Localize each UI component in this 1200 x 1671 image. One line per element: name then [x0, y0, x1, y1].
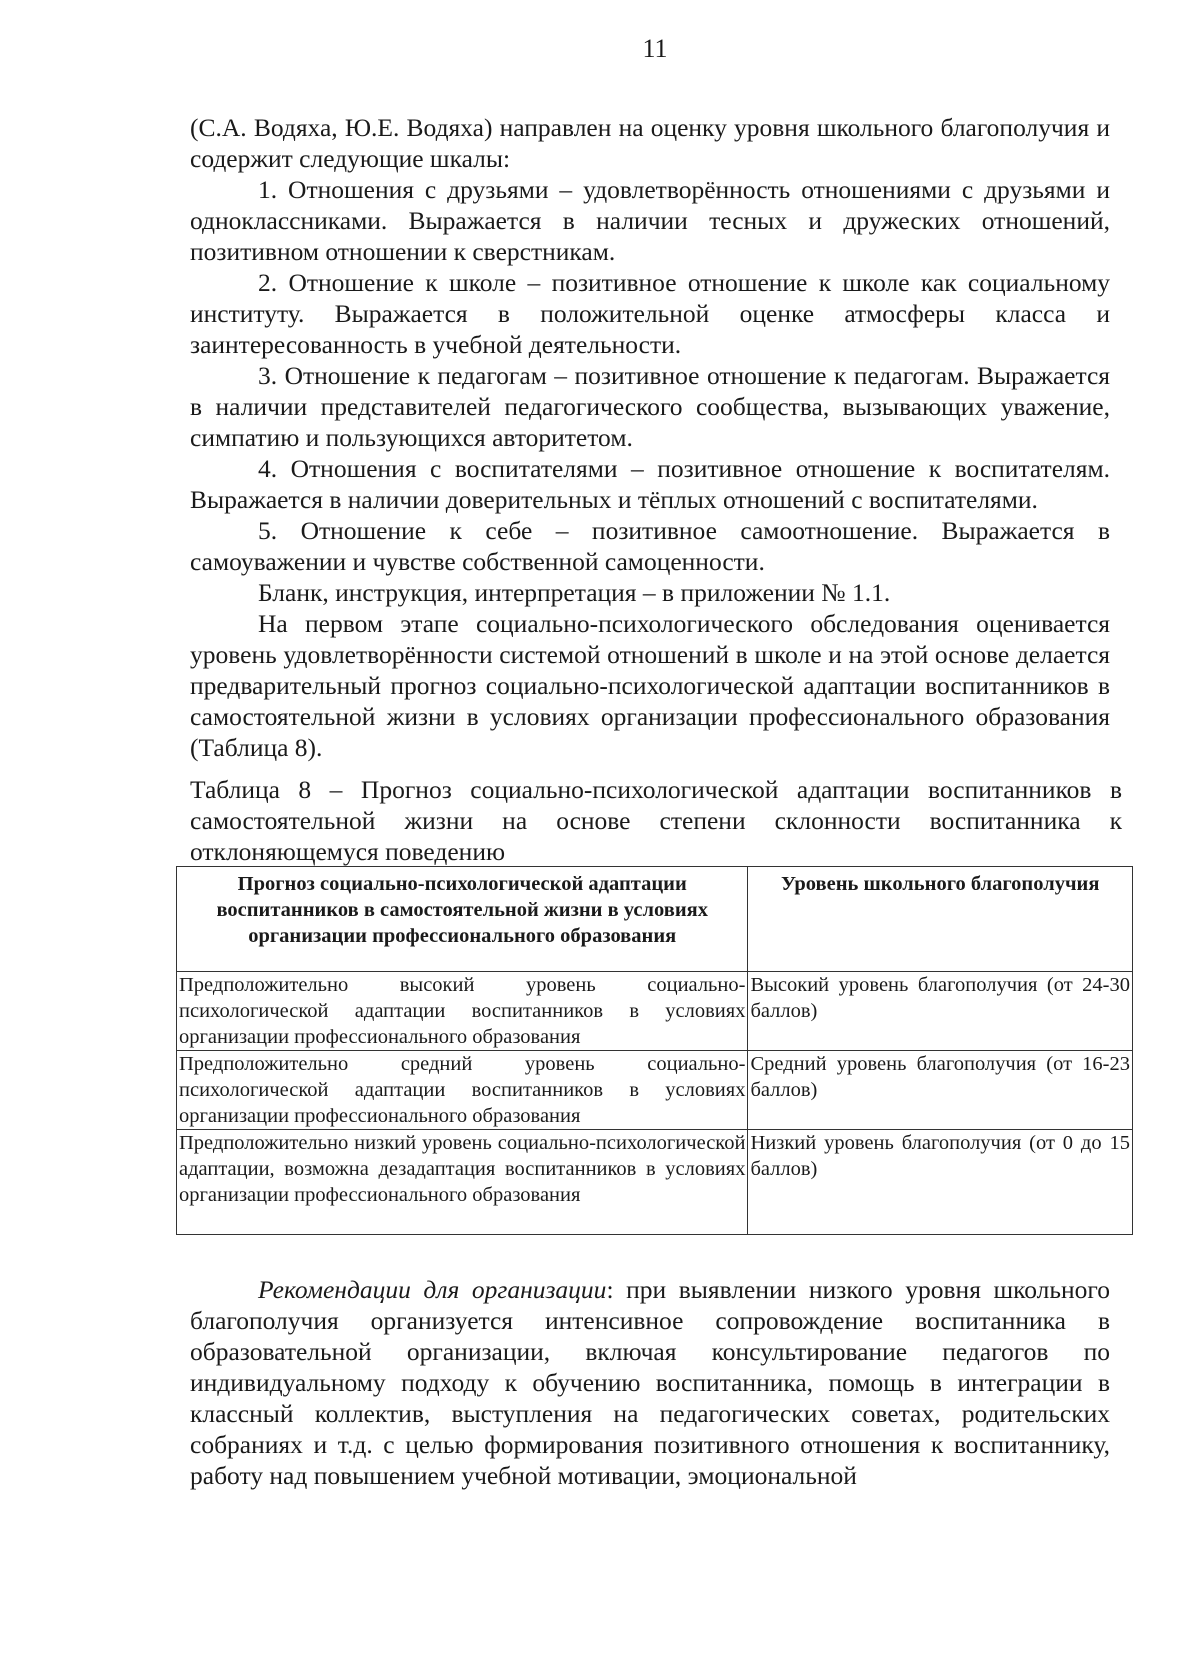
table-caption: Таблица 8 – Прогноз социально-психологической адаптации воспитанников в самостоятельной жизни на основе степени склонности воспитанника к отклоняющемуся поведению: [190, 775, 1122, 866]
cell-forecast: Предположительно высокий уровень социально-психологической адаптации воспитанников в условиях организации профессионального образования: [177, 972, 748, 1051]
table-row: [177, 1130, 1133, 1235]
recommendations-lead: Рекомендации для организации: [258, 1275, 607, 1304]
table-row: [177, 972, 1133, 1051]
stage-paragraph: На первом этапе социально-психологического обследования оценивается уровень удовлетворённости системой отношений в школе и на этой основе делается предварительный прогноз социально-психологической адаптации воспитанников в самостоятельной жизни в условиях организации профессионального образования (Таблица 8).: [190, 609, 1110, 762]
page-number: 11: [642, 34, 668, 63]
cell-level: Высокий уровень благополучия (от 24-30 баллов): [748, 972, 1133, 1051]
appendix-note: Бланк, инструкция, интерпретация – в приложении № 1.1.: [258, 578, 891, 607]
scale-item-1: 1. Отношения с друзьями – удовлетворённость отношениями с друзьями и одноклассниками. Выражается в наличии тесных и дружеских отношений, позитивном отношении к сверстникам.: [190, 175, 1110, 266]
table-header-row: [177, 867, 1133, 972]
cell-level: Средний уровень благополучия (от 16-23 баллов): [748, 1051, 1133, 1130]
scale-item-5: 5. Отношение к себе – позитивное самоотношение. Выражается в самоуважении и чувстве собственной самоценности.: [190, 516, 1110, 576]
header-forecast: Прогноз социально-психологической адаптации воспитанников в самостоятельной жизни в условиях организации профессионального образования: [177, 867, 748, 972]
cell-level: Низкий уровень благополучия (от 0 до 15 баллов): [748, 1130, 1133, 1235]
recommendations-paragraph: [190, 1274, 1110, 1491]
scale-item-2: 2. Отношение к школе – позитивное отношение к школе как социальному институту. Выражается в положительной оценке атмосферы класса и заинтересованность в учебной деятельности.: [190, 268, 1110, 359]
recommendations-text: : при выявлении низкого уровня школьного благополучия организуется интенсивное сопровождение воспитанника в образовательной организации, включая консультирование педагогов по индивидуальному подходу к обучению воспитанника, помощь в интеграции в классный коллектив, выступления на педагогических советах, родительских собраниях и т.д. с целью формирования позитивного отношения к воспитаннику, работу над повышением учебной мотивации, эмоциональной: [190, 1275, 1110, 1490]
header-level: Уровень школьного благополучия: [748, 867, 1133, 972]
table-row: [177, 1051, 1133, 1130]
cell-forecast: Предположительно низкий уровень социально-психологической адаптации, возможна дезадаптация воспитанников в условиях организации профессионального образования: [177, 1130, 748, 1235]
scale-item-4: 4. Отношения с воспитателями – позитивное отношение к воспитателям. Выражается в наличии доверительных и тёплых отношений с воспитателями.: [190, 454, 1110, 514]
intro-paragraph: (С.А. Водяха, Ю.Е. Водяха) направлен на оценку уровня школьного благополучия и содержит следующие шкалы:: [190, 113, 1110, 173]
scale-item-3: 3. Отношение к педагогам – позитивное отношение к педагогам. Выражается в наличии представителей педагогического сообщества, вызывающих уважение, симпатию и пользующихся авторитетом.: [190, 361, 1110, 452]
cell-forecast: Предположительно средний уровень социально-психологической адаптации воспитанников в условиях организации профессионального образования: [177, 1051, 748, 1130]
forecast-table: [176, 866, 1133, 1235]
body-text: [190, 112, 1110, 763]
